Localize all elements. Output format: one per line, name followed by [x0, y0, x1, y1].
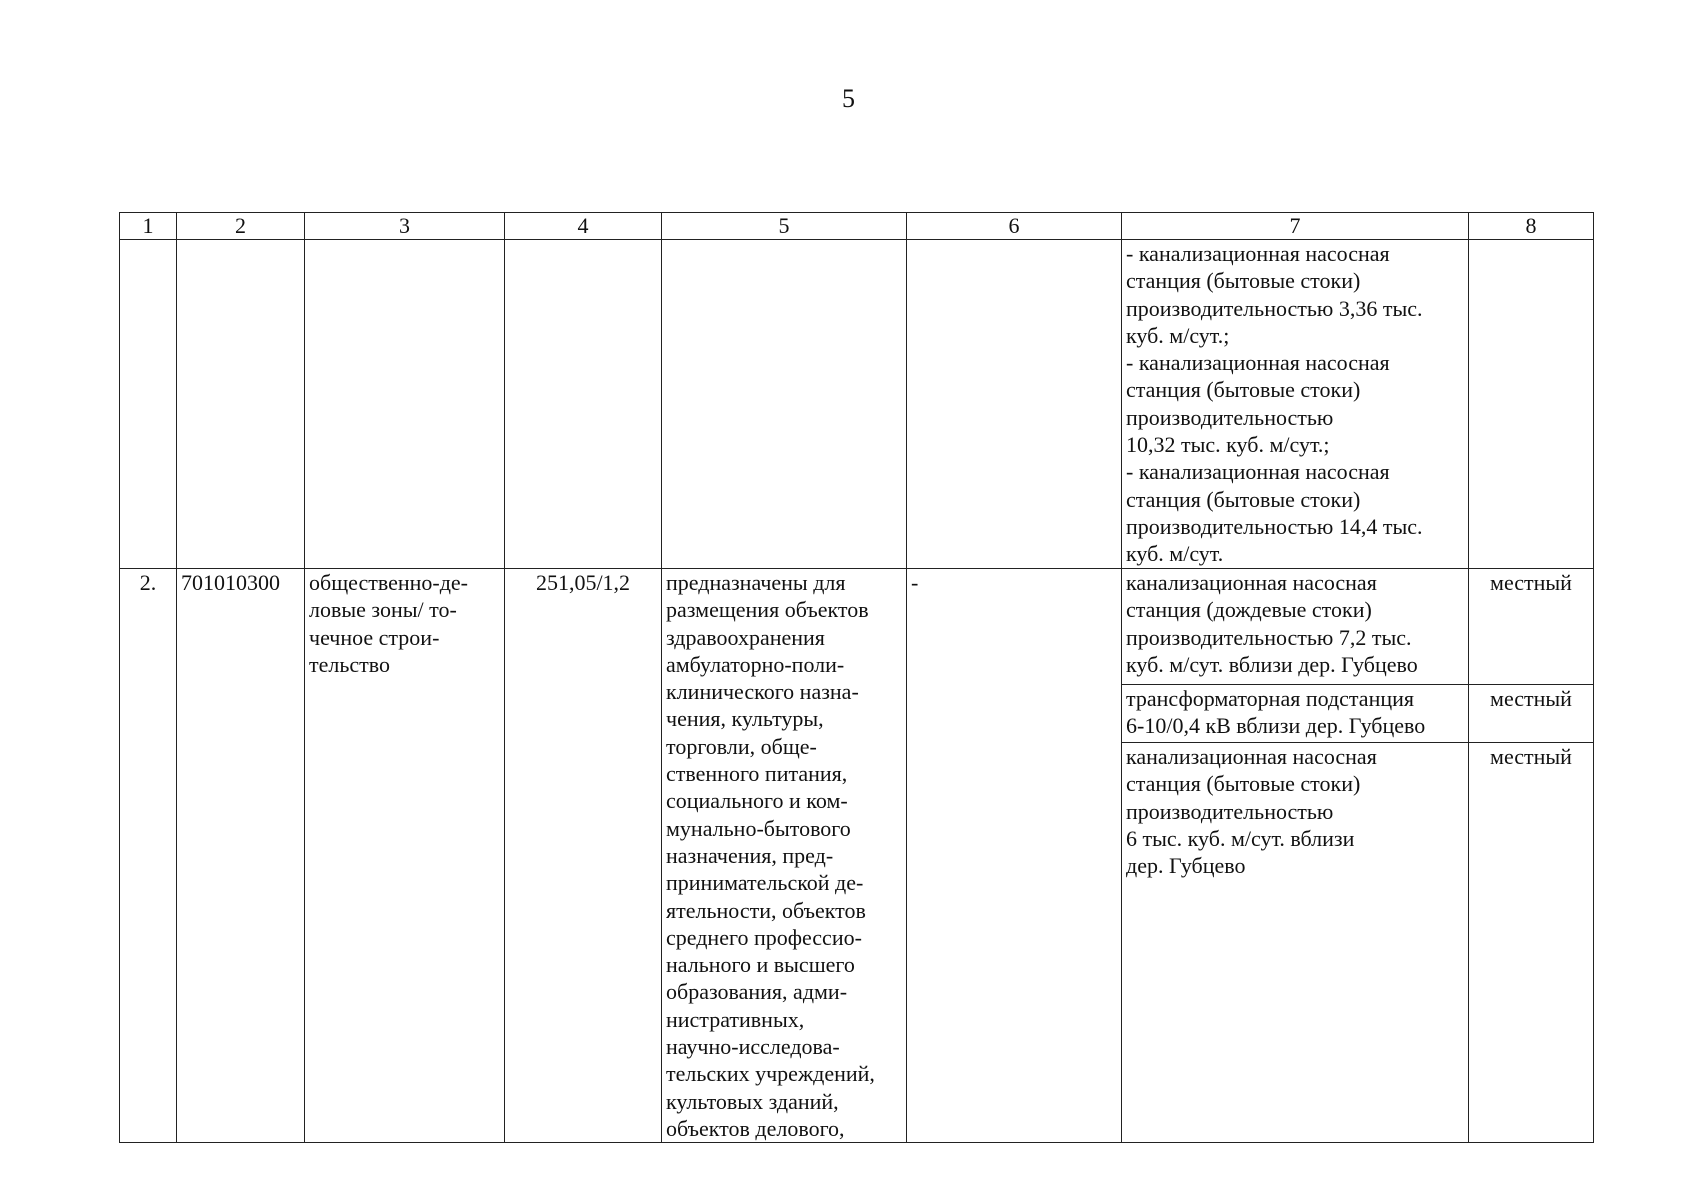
object-significance: местный: [1469, 684, 1594, 742]
page-number: 5: [842, 84, 855, 113]
header-cell-3: 3: [305, 213, 505, 240]
empty-cell: [907, 240, 1122, 569]
empty-cell: [177, 240, 305, 569]
object-significance: местный: [1469, 569, 1594, 685]
empty-cell: [120, 240, 177, 569]
object-significance: местный: [1469, 743, 1594, 1143]
object-description: трансформаторная подстанция 6-10/0,4 кВ вблизи дер. Губцево: [1122, 684, 1469, 742]
header-cell-8: 8: [1469, 213, 1594, 240]
zone-code: 701010300: [177, 569, 305, 1143]
zone-col6: -: [907, 569, 1122, 1143]
header-cell-4: 4: [505, 213, 662, 240]
empty-cell: [662, 240, 907, 569]
zones-table: [119, 212, 1594, 1143]
object-description: канализационная насосная станция (бытовые стоки) производительностью 6 тыс. куб. м/сут. вблизи дер. Губцево: [1122, 743, 1469, 1143]
empty-cell: [1469, 240, 1594, 569]
table-row-continuation: [120, 240, 1594, 569]
zone-type: общественно-де- ловые зоны/ то- чечное строи- тельство: [305, 569, 505, 1143]
object-description: канализационная насосная станция (дождевые стоки) производительностью 7,2 тыс. куб. м/сут. вблизи дер. Губцево: [1122, 569, 1469, 685]
empty-cell: [505, 240, 662, 569]
empty-cell: [305, 240, 505, 569]
header-cell-7: 7: [1122, 213, 1469, 240]
row-number: 2.: [120, 569, 177, 1143]
table-row: [120, 569, 1594, 685]
objects-cell: - канализационная насосная станция (бытовые стоки) производительностью 3,36 тыс. куб. м/сут.; - канализационная насосная станция (бытовые стоки) производительностью 10,32 тыс. куб. м/сут.; - канализационная насосная станция (бытовые стоки) производительностью 14,4 тыс. куб. м/сут.: [1122, 240, 1469, 569]
header-cell-2: 2: [177, 213, 305, 240]
table-header-row: [120, 213, 1594, 240]
zone-area: 251,05/1,2: [505, 569, 662, 1143]
header-cell-5: 5: [662, 213, 907, 240]
zone-purpose: предназначены для размещения объектов здравоохранения амбулаторно-поли- клинического назна- чения, культуры, торговли, обще- ственного питания, социального и ком- мунально-бытового назначения, пред- принимательской де- ятельности, объектов среднего профессио- нального и высшего образования, адми- нистративных, научно-исследова- тельских учреждений, культовых зданий, объектов делового,: [662, 569, 907, 1143]
header-cell-6: 6: [907, 213, 1122, 240]
header-cell-1: 1: [120, 213, 177, 240]
